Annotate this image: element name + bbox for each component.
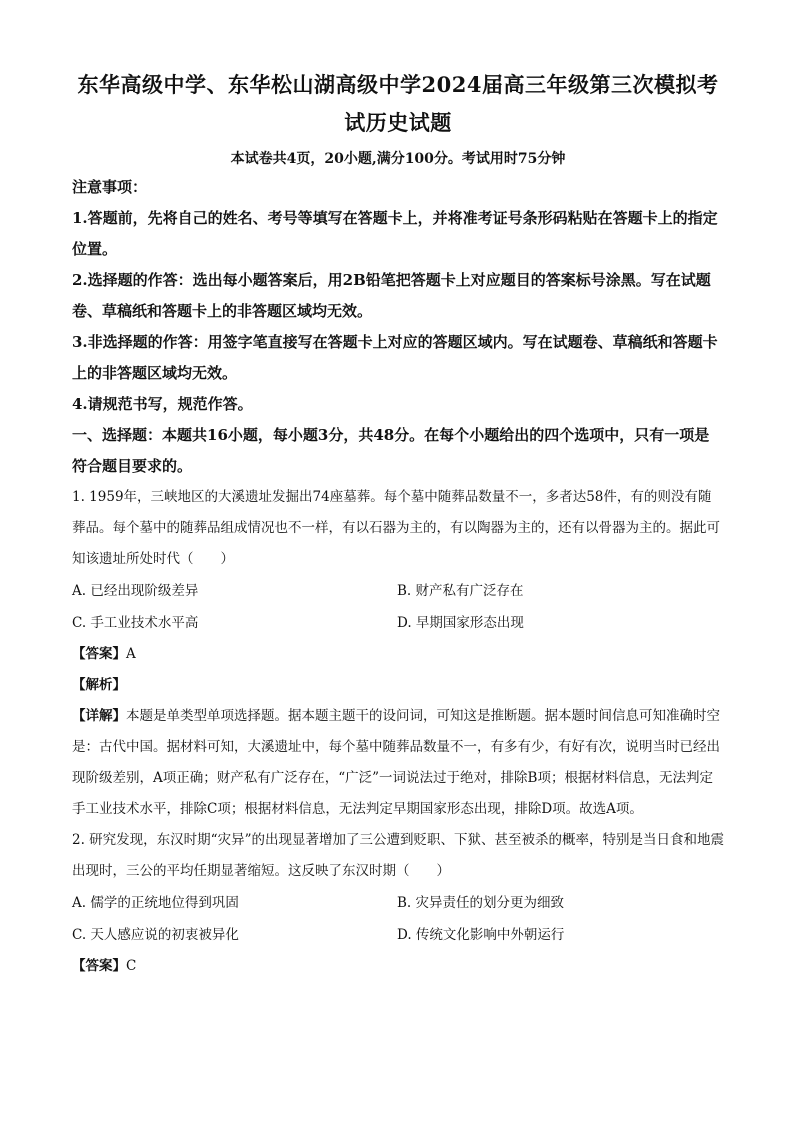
question-2 xyxy=(72,825,724,887)
question-1-options xyxy=(72,575,724,639)
analysis-line xyxy=(72,670,724,701)
answer-value: A xyxy=(126,646,136,662)
question-stem: 1. 1959年，三峡地区的大溪遗址发掘出74座墓葬。每个墓中随葬品数量不一，多者达58件，有的则没有随葬品。每个墓中的随葬品组成情况也不一样，有以石器为主的，有以陶器为主的，还有以骨器为主的。据此可知该遗址所处时代（ ） xyxy=(72,489,720,567)
option-d: D. 传统文化影响中外朝运行 xyxy=(397,927,565,943)
notice-label: 注意事项： xyxy=(72,178,148,196)
notice-item: 2.选择题的作答：选出每小题答案后，用2B铅笔把答题卡上对应题目的答案标号涂黑。写在试题卷、草稿纸和答题卡上的非答题区域均无效。 xyxy=(72,271,711,320)
detail-paragraph xyxy=(72,701,724,825)
question-2-options xyxy=(72,887,724,951)
answer-label: 【答案】 xyxy=(72,646,126,662)
option-a: A. 已经出现阶级差异 xyxy=(72,583,199,599)
answer-line xyxy=(72,639,724,670)
section-heading: 一、选择题：本题共16小题，每小题3分，共48分。在每个小题给出的四个选项中，只有一项是符合题目要求的。 xyxy=(72,426,710,475)
question-1 xyxy=(72,482,724,575)
answer-line xyxy=(72,951,724,982)
option-b: B. 灾异责任的划分更为细致 xyxy=(397,895,565,911)
notice-item: 3.非选择题的作答：用签字笔直接写在答题卡上对应的答题区域内。写在试题卷、草稿纸和答题卡上的非答题区域均无效。 xyxy=(72,333,718,382)
notice-item: 1.答题前，先将自己的姓名、考号等填写在答题卡上，并将准考证号条形码粘贴在答题卡上的指定位置。 xyxy=(72,209,718,258)
title-line-1: 东华高级中学、东华松山湖高级中学2024届高三年级第三次模拟考 xyxy=(77,72,719,97)
option-a: A. 儒学的正统地位得到巩固 xyxy=(72,895,239,911)
exam-title xyxy=(72,66,724,142)
question-stem: 2. 研究发现，东汉时期“灾异”的出现显著增加了三公遭到贬职、下狱、甚至被杀的概率，特别是当日食和地震出现时，三公的平均任期显著缩短。这反映了东汉时期（ ） xyxy=(72,832,724,879)
analysis-label: 【解析】 xyxy=(72,677,126,693)
option-b: B. 财产私有广泛存在 xyxy=(397,583,524,599)
option-d: D. 早期国家形态出现 xyxy=(397,615,524,631)
detail-text: 本题是单类型单项选择题。据本题主题干的设问词，可知这是推断题。据本题时间信息可知准确时空是：古代中国。据材料可知，大溪遗址中，每个墓中随葬品数量不一，有多有少，有好有次，说明当时已经出现阶级差别，A项正确；财产私有广泛存在，“广泛”一词说法过于绝对，排除B项；根据材料信息，无法判定手工业技术水平，排除C项；根据材料信息，无法判定早期国家形态出现，排除D项。故选A项。 xyxy=(72,708,720,817)
answer-value: C xyxy=(126,958,137,974)
exam-subtitle: 本试卷共4页，20小题,满分100分。考试用时75分钟 xyxy=(230,151,566,167)
option-c: C. 手工业技术水平高 xyxy=(72,615,199,631)
notice-item: 4.请规范书写，规范作答。 xyxy=(72,395,253,413)
answer-label: 【答案】 xyxy=(72,958,126,974)
notice-list xyxy=(72,203,724,420)
detail-label: 【详解】 xyxy=(72,708,126,724)
exam-page xyxy=(72,66,724,982)
option-c: C. 天人感应说的初衷被异化 xyxy=(72,927,239,943)
title-line-2: 试历史试题 xyxy=(344,110,452,135)
